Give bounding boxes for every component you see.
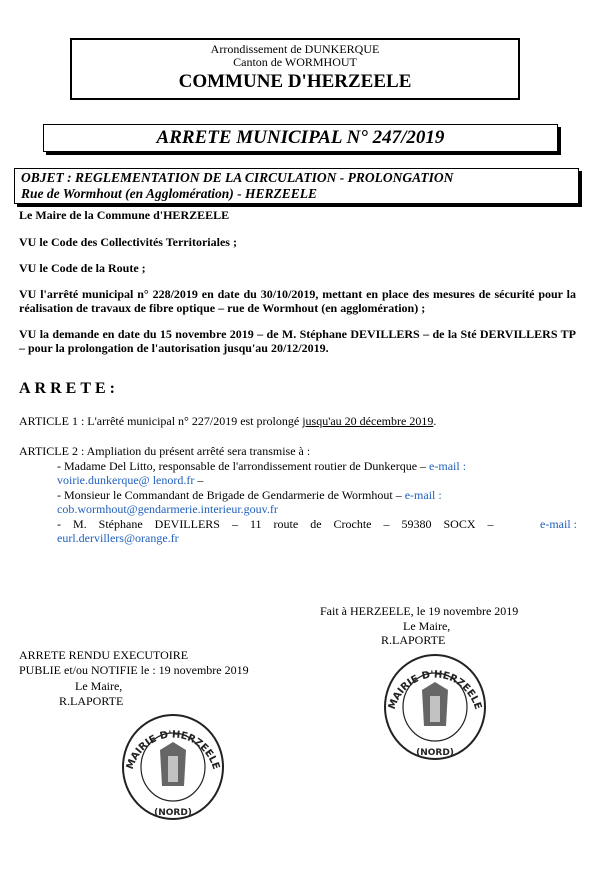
recipient-1-email-line — [57, 473, 203, 487]
article-1 — [19, 414, 436, 428]
article-1-date: jusqu'au 20 décembre 2019 — [302, 414, 434, 428]
canton-line: Canton de WORMHOUT — [233, 55, 357, 69]
recipient-1-text: - Madame Del Litto, responsable de l'arrondissement routier de Dunkerque – — [57, 459, 427, 473]
stamp-top-text: MAIRIE D'HERZEELE — [386, 669, 484, 711]
vu-code-route: VU le Code de la Route ; — [19, 261, 146, 275]
recipient-2-text: - Monsieur le Commandant de Brigade de Gendarmerie de Wormhout – — [57, 488, 402, 502]
recipient-2-email[interactable]: cob.wormhout@gendarmerie.interieur.gouv.fr — [57, 502, 278, 516]
article-1-text: ARTICLE 1 : L'arrêté municipal n° 227/2019 est prolongé — [19, 414, 303, 428]
objet-line2: Rue de Wormhout (en Agglomération) - HERZEELE — [21, 186, 318, 201]
recipient-3 — [57, 517, 577, 531]
objet-box — [14, 168, 579, 204]
stamp-bottom-text: (NORD) — [416, 748, 454, 758]
recipient-3-email-label: e-mail : — [540, 517, 577, 531]
article-1-suffix: . — [433, 414, 437, 428]
recipient-1-email[interactable]: voirie.dunkerque@ lenord.fr — [57, 473, 195, 487]
recipient-3-email[interactable]: eurl.dervillers@orange.fr — [57, 531, 179, 545]
commune-title: COMMUNE D'HERZEELE — [178, 71, 412, 92]
publie-line: PUBLIE et/ou NOTIFIE le : 19 novembre 2019 — [19, 663, 249, 677]
arrete-title: ARRETE MUNICIPAL N° 247/2019 — [43, 124, 558, 152]
recipient-3-text: - M. Stéphane DEVILLERS – 11 route de Crochte – 59380 SOCX – — [57, 517, 494, 531]
vu-code-collectivites: VU le Code des Collectivités Territoriales ; — [19, 235, 237, 249]
recipient-2 — [57, 488, 577, 502]
stamp-top-text: MAIRIE D'HERZEELE — [124, 729, 222, 771]
vu-arrete-municipal: VU l'arrêté municipal n° 228/2019 en date du 30/10/2019, mettant en place des mesures de sécurité pour la réalisation de travaux de fibre optique – rue de Wormhout (en agglomération) ; — [19, 287, 576, 315]
header-box — [70, 38, 520, 100]
fait-a-line: Fait à HERZEELE, le 19 novembre 2019 — [320, 604, 519, 618]
mairie-stamp-icon — [118, 712, 228, 822]
executoire-name: R.LAPORTE — [59, 694, 124, 708]
arrete-heading: ARRETE: — [19, 380, 120, 397]
executoire-title: Le Maire, — [75, 679, 123, 693]
objet-line1: OBJET : REGLEMENTATION DE LA CIRCULATION - PROLONGATION — [21, 170, 454, 185]
recipient-1-email-label: e-mail : — [429, 459, 467, 473]
recipient-1-end: – — [197, 473, 204, 487]
recipient-2-email-label: e-mail : — [404, 488, 442, 502]
recipient-1 — [57, 459, 577, 473]
signature-name: R.LAPORTE — [381, 633, 446, 647]
signature-title: Le Maire, — [403, 619, 451, 633]
vu-demande: VU la demande en date du 15 novembre 2019 – de M. Stéphane DEVILLERS – de la Sté DERVILLERS TP – pour la prolongation de l'autorisation jusqu'au 20/12/2019. — [19, 327, 576, 355]
mairie-stamp-icon — [380, 652, 490, 762]
article-2-intro: ARTICLE 2 : Ampliation du présent arrêté sera transmise à : — [19, 444, 311, 458]
stamp-bottom-text: (NORD) — [154, 808, 192, 818]
executoire-line: ARRETE RENDU EXECUTOIRE — [19, 648, 189, 662]
arrondissement-line: Arrondissement de DUNKERQUE — [210, 42, 380, 56]
maire-line: Le Maire de la Commune d'HERZEELE — [19, 208, 230, 222]
